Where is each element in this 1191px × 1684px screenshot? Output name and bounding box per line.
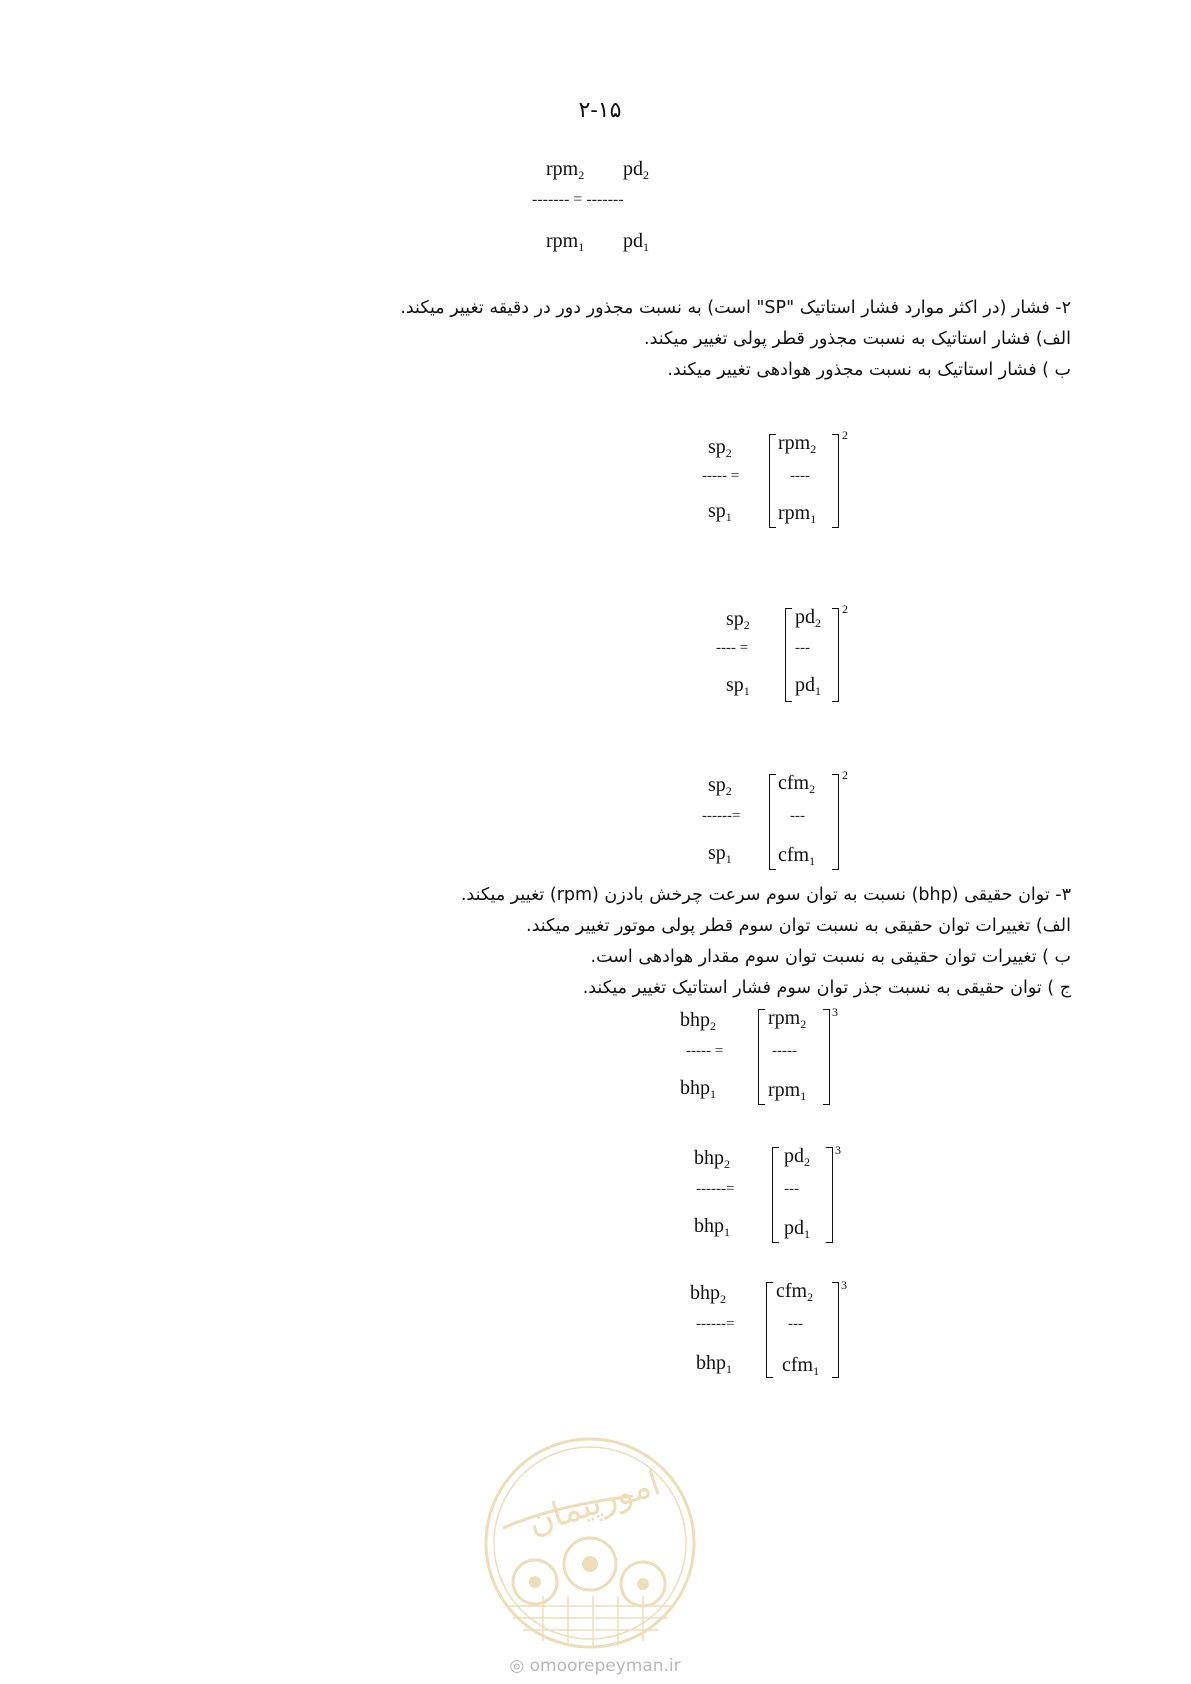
eq-sp-pd-rhs-bot: $pd_1$ xyxy=(795,674,821,698)
eq-sp-pd-lhs-line: ---- = xyxy=(716,640,749,656)
eq1-den-right: $pd_1$ xyxy=(623,230,649,254)
eq-bhp-cfm-lhs-top: bhp$_2$ xyxy=(690,1282,726,1306)
section-3-line-c: ج ) توان حقیقی به نسبت جذر توان سوم فشار استاتیک تغییر میکند. xyxy=(582,978,1071,998)
eq-bhp-pd-rhs-top: $pd_2$ xyxy=(784,1145,810,1169)
watermark-logo-text: امورپیمان xyxy=(523,1463,666,1544)
right-bracket xyxy=(826,1147,833,1243)
section-2-line-b: ب ) فشار استاتیک به نسبت مجذور هوادهی تغییر میکند. xyxy=(667,360,1071,380)
section-3-line-b: ب ) تغییرات توان حقیقی به نسبت توان سوم مقدار هوادهی است. xyxy=(590,947,1071,967)
section-2-line-1: ۲- فشار (در اکثر موارد فشار استاتیک "SP" است) به نسبت مجذور دور در دقیقه تغییر میکند. xyxy=(400,298,1071,318)
eq-sp-rpm-lhs-top: $sp_2$ xyxy=(708,436,732,460)
section-3-line-1: ۳- توان حقیقی (bhp) نسبت به توان سوم سرعت چرخش بادزن (rpm) تغییر میکند. xyxy=(460,885,1071,905)
eq-sp-rpm-lhs-line: ----- = xyxy=(702,468,740,484)
eq-bhp-pd-rhs-line: --- xyxy=(784,1181,799,1197)
eq-bhp-rpm-rhs-top: rpm$_2$ xyxy=(768,1007,807,1031)
equation-sp-cfm xyxy=(698,768,848,878)
eq-bhp-rpm-rhs-line: ----- xyxy=(772,1043,797,1059)
left-bracket xyxy=(769,774,776,870)
eq-bhp-rpm-lhs-line: ----- = xyxy=(686,1043,724,1059)
left-bracket xyxy=(772,1147,779,1243)
left-bracket xyxy=(758,1009,765,1105)
right-bracket xyxy=(832,1282,839,1378)
equation-rpm-pd xyxy=(530,158,680,258)
watermark-logo xyxy=(483,1436,698,1651)
section-2-text xyxy=(171,293,1071,386)
eq-bhp-rpm-exponent: 3 xyxy=(832,1005,838,1019)
eq-sp-rpm-rhs-top: rpm$_2$ xyxy=(778,432,817,456)
eq-sp-rpm-lhs-bot: $sp_1$ xyxy=(708,500,732,524)
eq-bhp-pd-lhs-line: ------= xyxy=(696,1181,735,1197)
eq1-fraction-line: ------- = ------- xyxy=(532,191,624,208)
eq-sp-pd-lhs-bot: $sp_1$ xyxy=(726,674,750,698)
eq-sp-rpm-rhs-bot: rpm$_1$ xyxy=(778,502,817,526)
equation-bhp-cfm xyxy=(690,1278,865,1388)
eq-bhp-cfm-lhs-line: ------= xyxy=(696,1316,735,1332)
right-bracket xyxy=(832,608,839,702)
eq-bhp-pd-lhs-bot: bhp$_1$ xyxy=(694,1215,730,1239)
eq-bhp-cfm-rhs-bot: cfm$_1$ xyxy=(782,1354,820,1378)
eq-sp-cfm-lhs-top: $sp_2$ xyxy=(708,774,732,798)
eq-sp-cfm-exponent: 2 xyxy=(842,768,848,782)
section-2-line-a: الف) فشار استاتیک به نسبت مجذور قطر پولی تغییر میکند. xyxy=(644,329,1071,349)
right-bracket xyxy=(832,434,839,528)
eq1-den-left: rpm$_1$ xyxy=(546,230,585,254)
eq-sp-pd-rhs-line: --- xyxy=(795,640,810,656)
eq1-num-right: $pd_2$ xyxy=(623,158,649,182)
eq-sp-rpm-exponent: 2 xyxy=(842,428,848,442)
eq-bhp-cfm-rhs-top: cfm$_2$ xyxy=(776,1280,814,1304)
right-bracket xyxy=(823,1009,830,1105)
section-3-line-a: الف) تغییرات توان حقیقی به نسبت توان سوم قطر پولی موتور تغییر میکند. xyxy=(526,916,1071,936)
eq-sp-cfm-lhs-line: ------= xyxy=(702,808,741,824)
eq-bhp-rpm-lhs-bot: bhp$_1$ xyxy=(680,1077,716,1101)
eq-sp-cfm-lhs-bot: $sp_1$ xyxy=(708,842,732,866)
watermark-site-url: ◎ omoorepeyman.ir xyxy=(509,1656,681,1676)
eq-bhp-cfm-exponent: 3 xyxy=(841,1278,847,1292)
right-bracket xyxy=(832,774,839,870)
eq1-num-left: rpm$_2$ xyxy=(546,158,585,182)
eq-sp-pd-rhs-top: $pd_2$ xyxy=(795,606,821,630)
equation-sp-pd xyxy=(710,600,860,710)
eq-sp-pd-lhs-top: $sp_2$ xyxy=(726,608,750,632)
left-bracket xyxy=(769,434,776,528)
equation-bhp-rpm xyxy=(680,1005,860,1115)
equation-bhp-pd xyxy=(694,1143,864,1253)
eq-sp-cfm-rhs-line: --- xyxy=(790,808,805,824)
eq-sp-cfm-rhs-bot: cfm$_1$ xyxy=(778,844,816,868)
equation-sp-rpm xyxy=(698,428,848,538)
eq-bhp-rpm-rhs-bot: rpm$_1$ xyxy=(768,1079,807,1103)
left-bracket xyxy=(785,608,792,702)
section-3-text xyxy=(171,880,1071,1004)
left-bracket xyxy=(766,1282,773,1378)
eq-bhp-pd-rhs-bot: $pd_1$ xyxy=(784,1217,810,1241)
eq-bhp-pd-lhs-top: bhp$_2$ xyxy=(694,1147,730,1171)
page-number: ۲-۱۵ xyxy=(578,98,622,123)
eq-bhp-pd-exponent: 3 xyxy=(835,1143,841,1157)
eq-bhp-cfm-rhs-line: --- xyxy=(788,1316,803,1332)
eq-bhp-cfm-lhs-bot: bhp$_1$ xyxy=(696,1352,732,1376)
eq-sp-pd-exponent: 2 xyxy=(842,602,848,616)
eq-bhp-rpm-lhs-top: bhp$_2$ xyxy=(680,1009,716,1033)
eq-sp-rpm-rhs-line: ---- xyxy=(790,468,810,484)
eq-sp-cfm-rhs-top: cfm$_2$ xyxy=(778,772,816,796)
